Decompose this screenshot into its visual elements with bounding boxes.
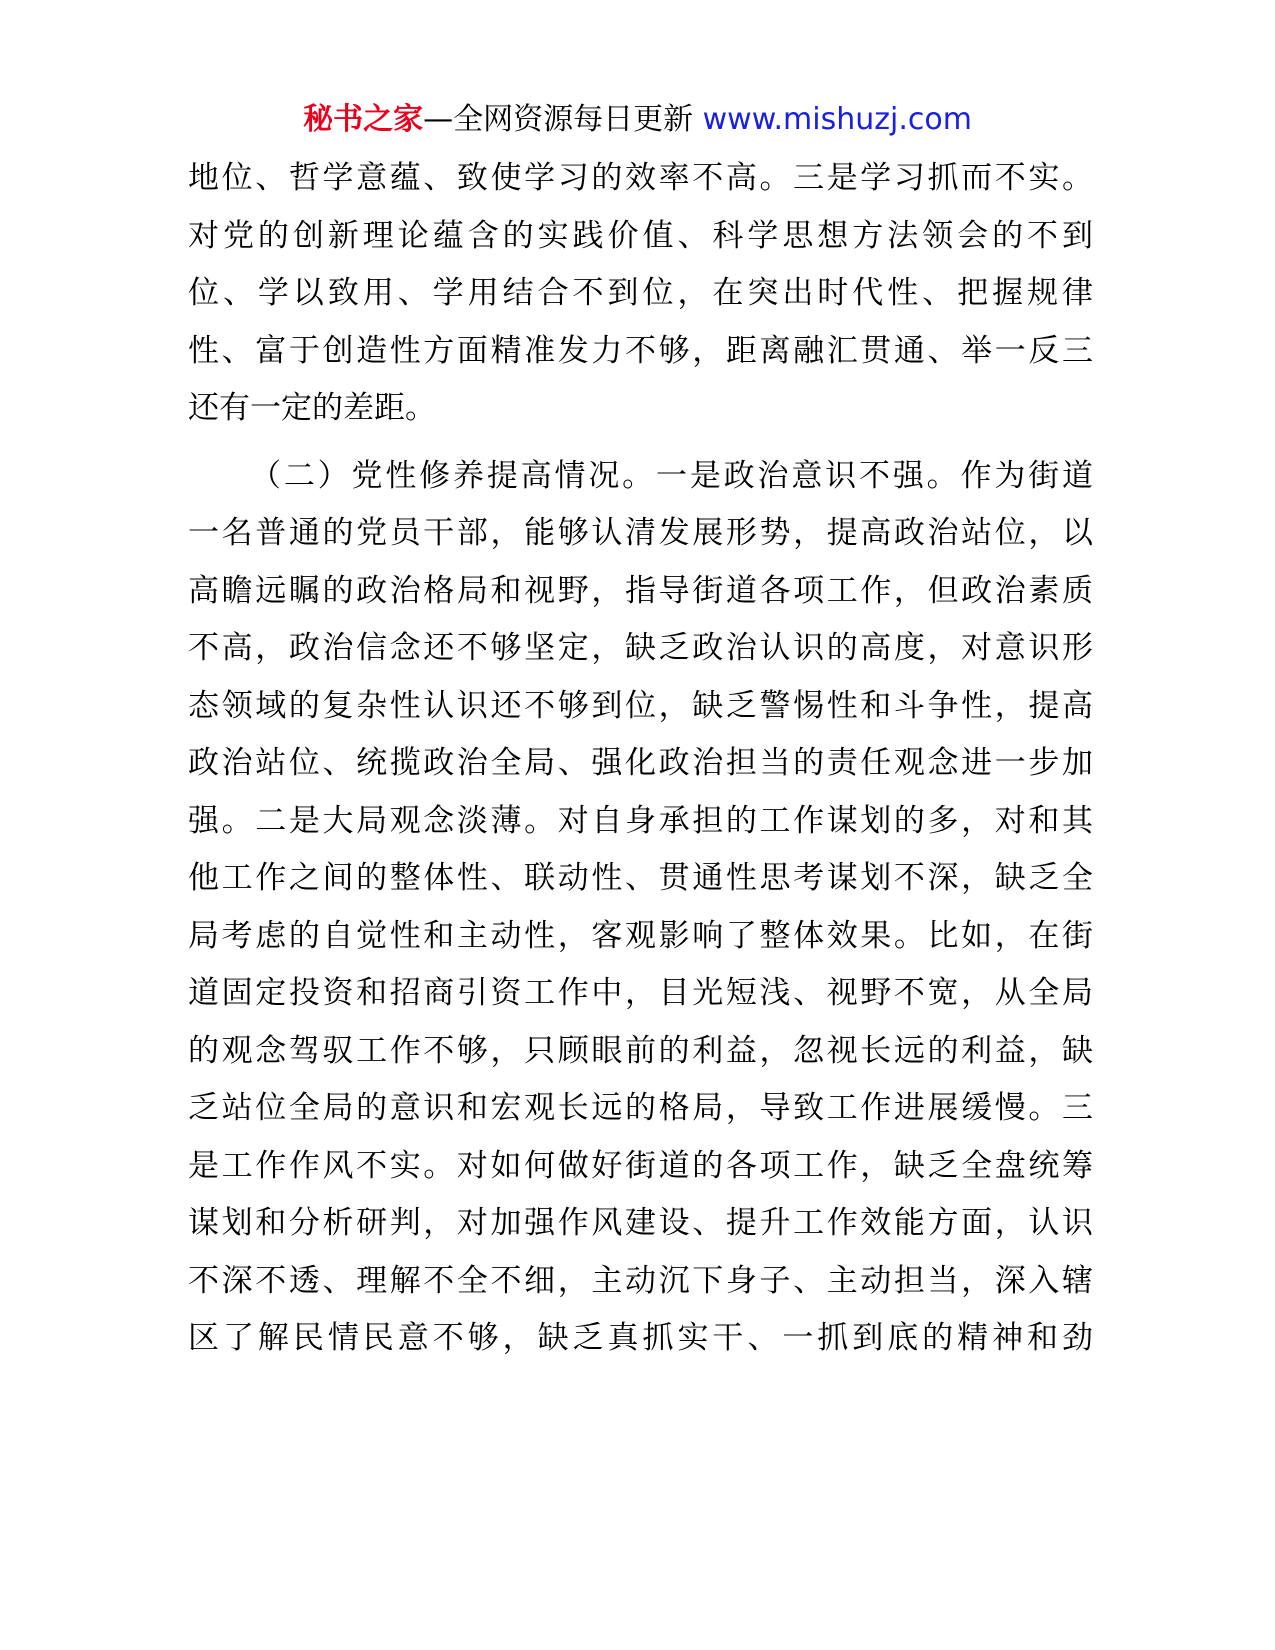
text-line: 不深不透、理解不全不细，主动沉下身子、主动担当，深入辖 — [188, 1262, 1093, 1299]
text-line: 对党的创新理论蕴含的实践价值、科学思想方法领会的不到 — [188, 217, 1093, 254]
text-line: 态领域的复杂性认识还不够到位，缺乏警惕性和斗争性，提高 — [188, 687, 1093, 724]
text-line: （二）党性修养提高情况。一是政治意识不强。作为街道 — [250, 457, 1093, 494]
text-line: 位、学以致用、学用结合不到位，在突出时代性、把握规律 — [188, 275, 1093, 311]
text-line: 还有一定的差距。 — [188, 390, 436, 426]
brand-name: 秘书之家 — [303, 102, 424, 137]
text-line: 不高，政治信念还不够坚定，缺乏政治认识的高度，对意识形 — [188, 630, 1093, 666]
text-line: 高瞻远瞩的政治格局和视野，指导街道各项工作，但政治素质 — [188, 572, 1093, 609]
paragraph-gap — [188, 438, 1093, 448]
document-body — [188, 150, 1093, 1368]
text-line: 谋划和分析研判，对加强作风建设、提升工作效能方面，认识 — [188, 1205, 1093, 1241]
text-line: 的观念驾驭工作不够，只顾眼前的利益，忽视长远的利益，缺 — [188, 1032, 1093, 1069]
text-line: 性、富于创造性方面精准发力不够，距离融汇贯通、举一反三 — [188, 332, 1093, 369]
text-line: 强。二是大局观念淡薄。对自身承担的工作谋划的多，对和其 — [188, 802, 1093, 839]
paragraph — [188, 150, 1093, 438]
header-tagline: —全网资源每日更新 — [423, 102, 694, 137]
text-line: 区了解民情民意不够，缺乏真抓实干、一抓到底的精神和劲 — [188, 1320, 1093, 1356]
text-line: 局考虑的自觉性和主动性，客观影响了整体效果。比如，在街 — [188, 917, 1093, 954]
text-line: 他工作之间的整体性、联动性、贯通性思考谋划不深，缺乏全 — [188, 860, 1093, 896]
text-line: 是工作作风不实。对如何做好街道的各项工作，缺乏全盘统筹 — [188, 1147, 1093, 1184]
site-url-link[interactable]: www.mishuzj.com — [702, 102, 972, 137]
text-line: 乏站位全局的意识和宏观长远的格局，导致工作进展缓慢。三 — [188, 1090, 1093, 1126]
paragraph — [188, 448, 1093, 1368]
text-line: 地位、哲学意蕴、致使学习的效率不高。三是学习抓而不实。 — [188, 160, 1093, 196]
text-line: 一名普通的党员干部，能够认清发展形势，提高政治站位，以 — [188, 515, 1093, 551]
text-line: 道固定投资和招商引资工作中，目光短浅、视野不宽，从全局 — [188, 975, 1093, 1011]
site-header — [0, 98, 1275, 142]
text-line: 政治站位、统揽政治全局、强化政治担当的责任观念进一步加 — [188, 745, 1093, 781]
